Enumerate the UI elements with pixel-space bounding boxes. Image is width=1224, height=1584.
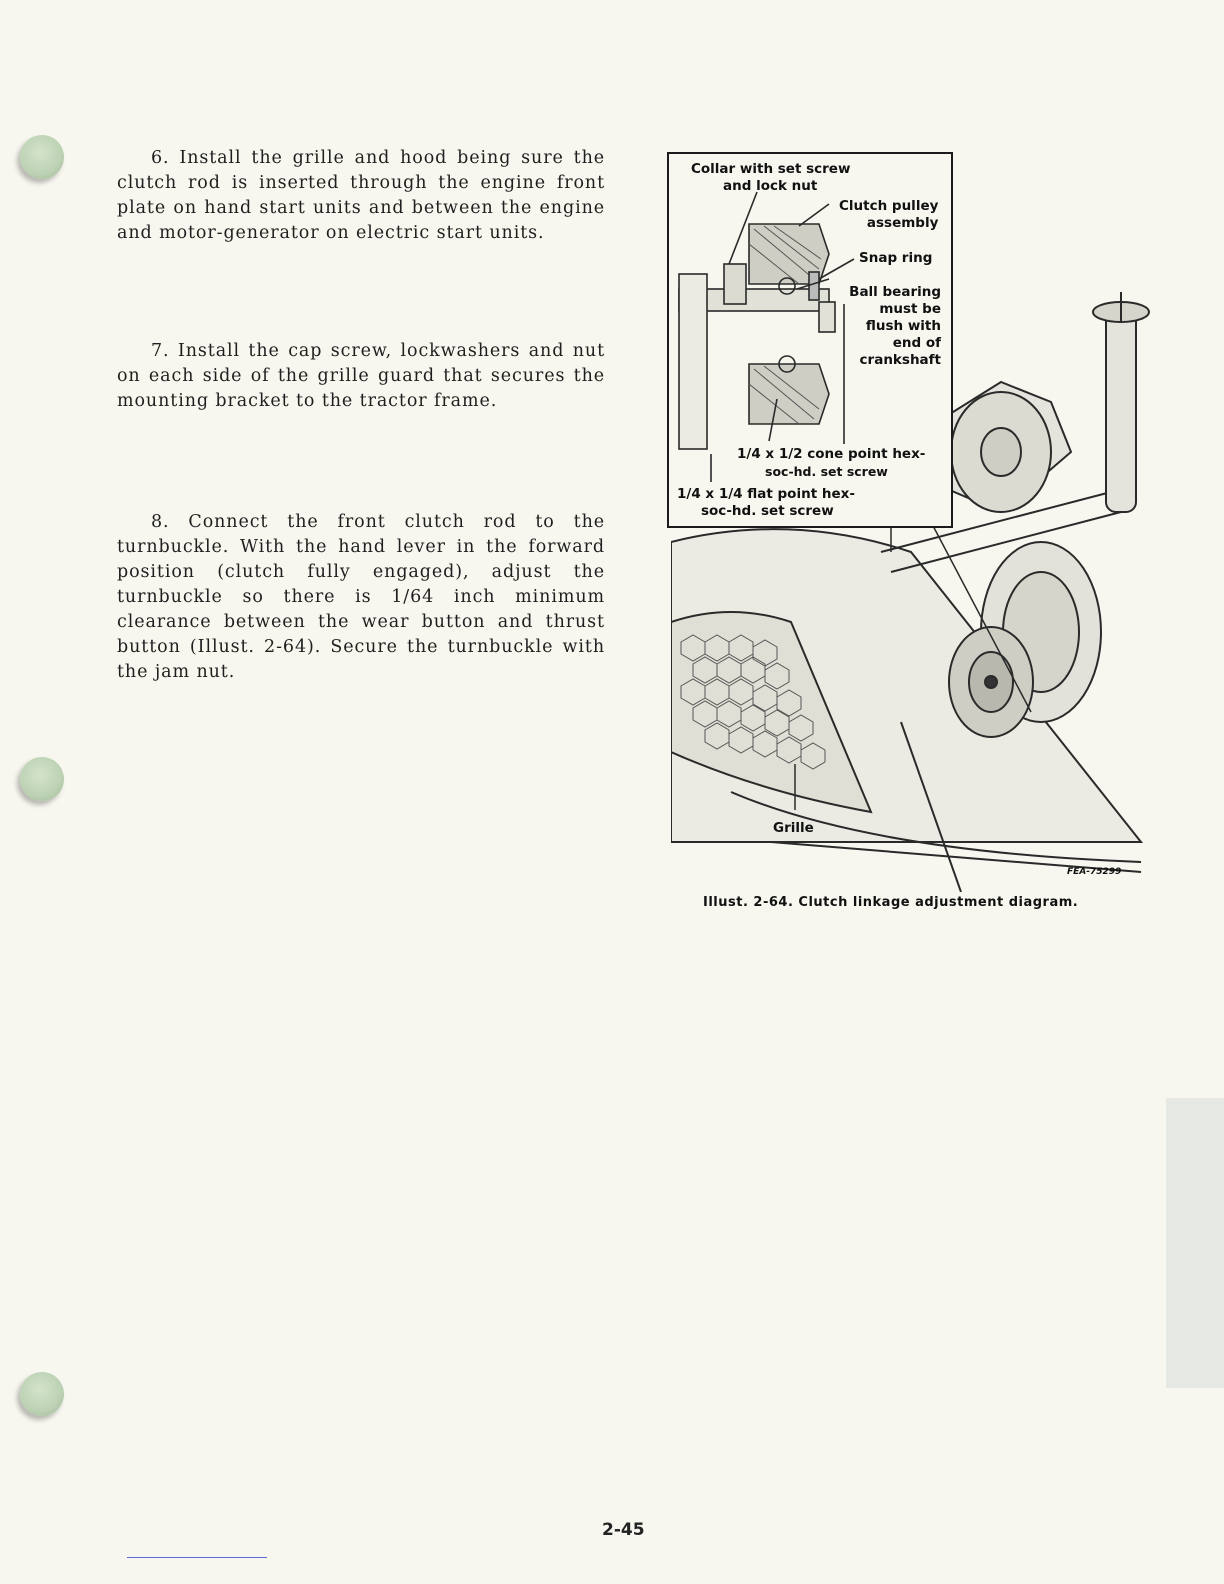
- label-bearing-line4: end of: [892, 335, 941, 351]
- step-text: Install the cap screw, lockwashers and nut on each side of the grille guard that secures the mounting bracket to the tractor frame.: [117, 341, 605, 411]
- footer-rule: [127, 1557, 267, 1558]
- callout-detail-box: [667, 152, 953, 528]
- label-cone-point-screw: [737, 446, 925, 480]
- label-bearing-line2: must be: [879, 301, 941, 317]
- binder-hole-bottom: [20, 1372, 64, 1416]
- step-text: Install the grille and hood being sure the clutch rod is inserted through the engine front plate on hand start units and between the engine and motor-generator on electric start units.: [117, 148, 605, 243]
- step-7: [117, 339, 605, 414]
- label-cone-line2: soc-hd. set screw: [765, 464, 888, 479]
- bleed-through-tab: [1166, 1098, 1224, 1388]
- label-flat-point-screw: [677, 486, 855, 520]
- label-bearing-line1: Ball bearing: [849, 284, 941, 300]
- step-6: [117, 146, 605, 246]
- binder-hole-middle: [20, 757, 64, 801]
- step-number: 7.: [151, 341, 170, 361]
- label-cone-line1: 1/4 x 1/2 cone point hex-: [737, 446, 926, 462]
- label-figure-number: FEA-75299: [1067, 867, 1122, 877]
- label-collar-line2: and lock nut: [723, 178, 818, 194]
- label-ball-bearing: [837, 284, 941, 369]
- label-bearing-line5: crankshaft: [859, 352, 941, 368]
- step-text: Connect the front clutch rod to the turnbuckle. With the hand lever in the forward position (clutch fully engaged), adjust the turnbuckle so there is 1/64 inch minimum clearance between the wear button and thrust button (Illust. 2-64). Secure the turnbuckle with the jam nut.: [117, 512, 605, 682]
- label-snap-ring: Snap ring: [859, 250, 933, 266]
- label-collar-line1: Collar with set screw: [691, 161, 851, 177]
- figure-caption: Illust. 2-64. Clutch linkage adjustment diagram.: [703, 895, 1079, 910]
- label-clutch-pulley: [839, 198, 938, 232]
- label-grille: Grille: [773, 820, 814, 836]
- page-number: 2-45: [602, 1520, 645, 1540]
- binder-hole-top: [20, 135, 64, 179]
- clutch-linkage-illustration: [671, 152, 1151, 892]
- label-bearing-line3: flush with: [865, 318, 941, 334]
- label-pulley-line2: assembly: [866, 215, 939, 231]
- label-pulley-line1: Clutch pulley: [839, 198, 939, 214]
- step-number: 6.: [151, 148, 170, 168]
- step-8: [117, 510, 605, 685]
- step-number: 8.: [151, 512, 170, 532]
- label-collar: [691, 161, 850, 195]
- label-flat-line2: soc-hd. set screw: [701, 503, 834, 519]
- label-flat-line1: 1/4 x 1/4 flat point hex-: [677, 486, 855, 502]
